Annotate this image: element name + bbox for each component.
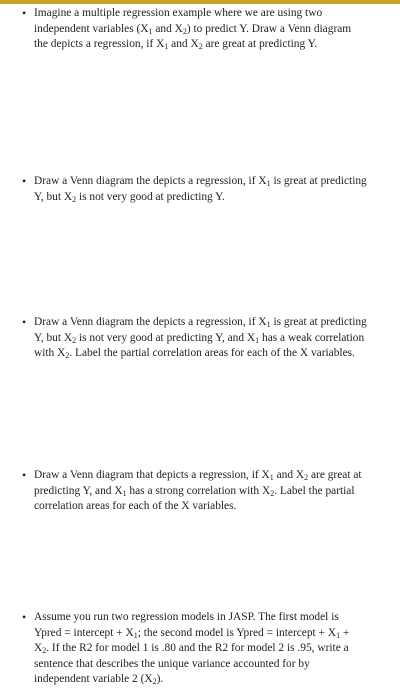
question-line: independent variables ($X_1$ and $X_2$) to predict Y. Draw a Venn diagram xyxy=(34,22,352,36)
bullet-icon: • xyxy=(22,6,27,20)
question-line: Assume you run two regression models in JASP. The first model is xyxy=(34,611,339,623)
question-line: Draw a Venn diagram the depicts a regression, if $X_1$ is great at predicting xyxy=(34,175,367,188)
bullet-icon: • xyxy=(22,610,27,624)
question-line: Draw a Venn diagram that depicts a regression, if $X_1$ and $X_2$ are great at xyxy=(34,469,362,482)
question-5 xyxy=(22,610,372,688)
question-line: correlation areas for each of the X variables. xyxy=(34,500,237,513)
question-line: the depicts a regression, if $X_1$ and $X_2$ are great at predicting Y. xyxy=(34,38,318,52)
question-1-text xyxy=(34,6,372,53)
question-line: Y, but $X_2$ is not very good at predicting Y, and $X_1$ has a weak correlation xyxy=(34,331,365,345)
top-accent-rule xyxy=(0,0,400,4)
bullet-icon: • xyxy=(22,468,27,482)
question-line: independent variable 2 $(X_2)$. xyxy=(34,673,164,687)
question-line: Imagine a multiple regression example where we are using two xyxy=(34,7,323,19)
bullet-icon: • xyxy=(22,315,27,329)
bullet-icon: • xyxy=(22,174,27,188)
question-line: Ypred = intercept + $X_1$; the second model is Ypred = intercept + $X_1$ + xyxy=(34,626,350,640)
question-line: predicting Y, and $X_1$ has a strong correlation with $X_2$. Label the partial xyxy=(34,484,355,498)
question-line: with $X_2$. Label the partial correlation areas for each of the X variables. xyxy=(34,347,355,361)
question-1 xyxy=(22,6,372,53)
question-2-text xyxy=(34,174,372,205)
question-line: Y, but $X_2$ is not very good at predicting Y. xyxy=(34,190,225,204)
question-2 xyxy=(22,174,372,205)
question-line: $X_2$. If the R2 for model 1 is .80 and the R2 for model 2 is .95, write a xyxy=(34,642,349,656)
question-line: sentence that describes the unique variance accounted for by xyxy=(34,657,310,670)
question-4 xyxy=(22,468,372,515)
question-3-text xyxy=(34,315,372,362)
question-5-text xyxy=(34,610,372,688)
question-line: Draw a Venn diagram the depicts a regression, if $X_1$ is great at predicting xyxy=(34,316,367,329)
question-3 xyxy=(22,315,372,362)
question-4-text xyxy=(34,468,372,515)
